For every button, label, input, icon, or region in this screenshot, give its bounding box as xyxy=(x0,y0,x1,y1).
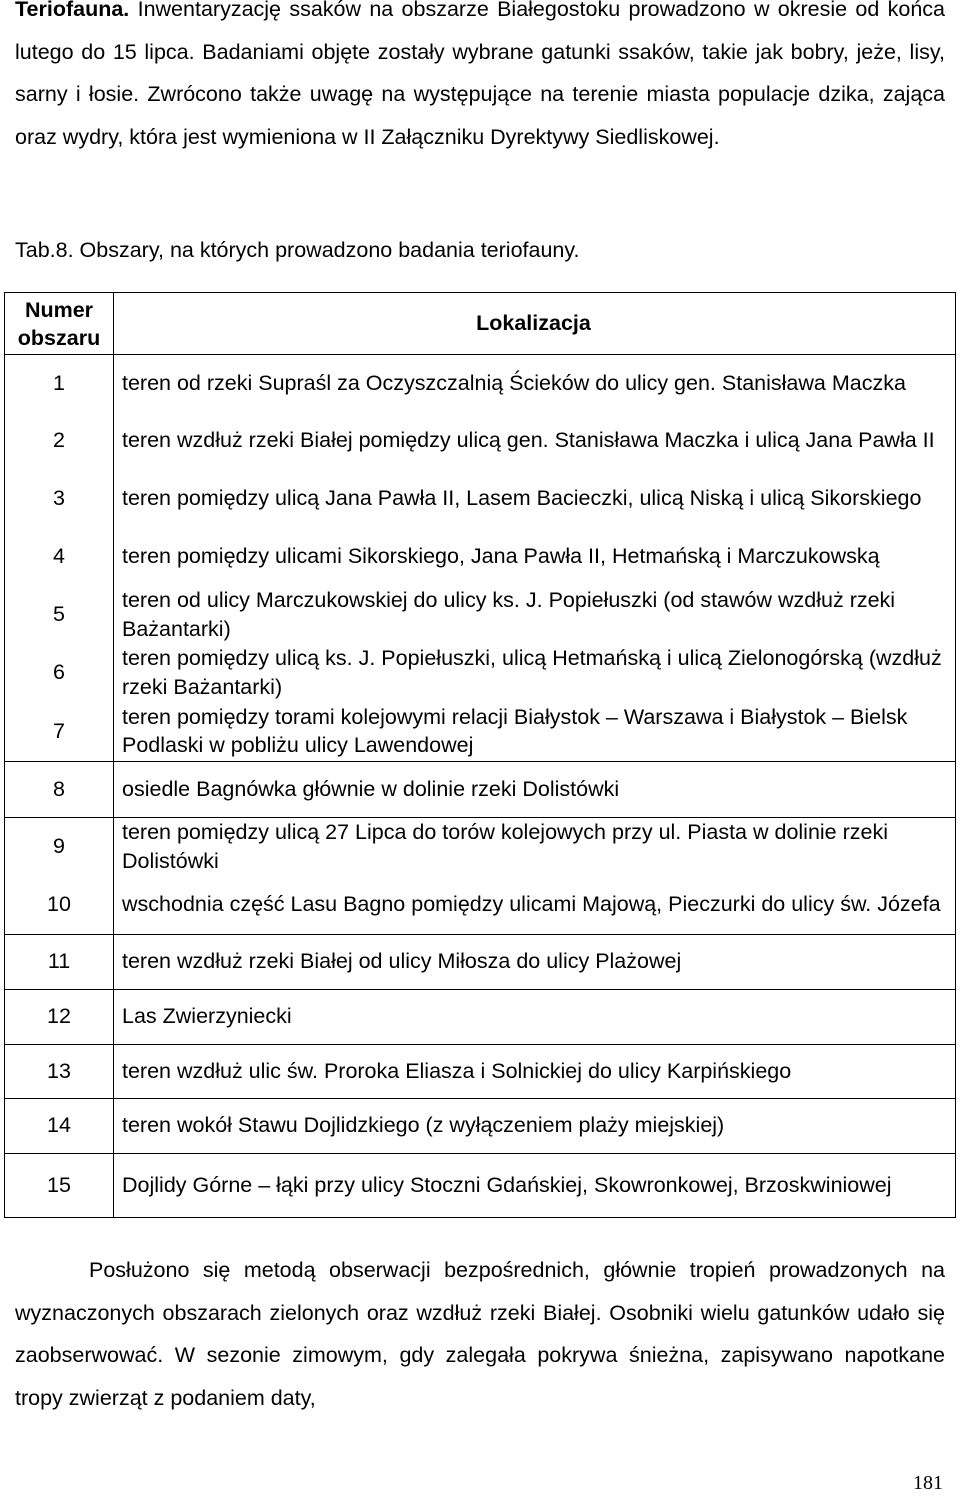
header-number: Numer obszaru xyxy=(5,293,114,355)
area-number: 15 xyxy=(5,1153,114,1217)
area-location: teren wokół Stawu Dojlidzkiego (z wyłączeniem plaży miejskiej) xyxy=(114,1098,956,1153)
area-location: teren pomiędzy torami kolejowymi relacji Białystok – Warszawa i Białystok – Bielsk Podlaski w pobliżu ulicy Lawendowej xyxy=(114,702,956,762)
area-number: 13 xyxy=(5,1044,114,1098)
page-number: 181 xyxy=(913,1472,943,1494)
area-number: 6 xyxy=(5,644,114,702)
area-number: 14 xyxy=(5,1098,114,1153)
area-number: 2 xyxy=(5,412,114,470)
table-caption: Tab.8. Obszary, na których prowadzono badania teriofauny. xyxy=(15,238,580,262)
area-number: 9 xyxy=(5,818,114,876)
area-number: 7 xyxy=(5,702,114,762)
header-location: Lokalizacja xyxy=(114,293,956,355)
area-location: teren pomiędzy ulicą 27 Lipca do torów kolejowych przy ul. Piasta w dolinie rzeki Dolistówki xyxy=(114,818,956,876)
area-number: 10 xyxy=(5,875,114,934)
area-number: 4 xyxy=(5,528,114,586)
method-paragraph: Posłużono się metodą obserwacji bezpośrednich, głównie tropień prowadzonych na wyznaczonych obszarach zielonych oraz wzdłuż rzeki Białej. Osobniki wielu gatunków udało się zaobserwować. W sezonie zimowym, gdy zalegała pokrywa śnieżna, zapisywano napotkane tropy zwierząt z podaniem daty, xyxy=(15,1258,945,1410)
areas-table xyxy=(4,292,956,1218)
area-number: 1 xyxy=(5,355,114,412)
area-location: osiedle Bagnówka głównie w dolinie rzeki Dolistówki xyxy=(114,762,956,818)
area-location: Las Zwierzyniecki xyxy=(114,989,956,1044)
area-location: teren wzdłuż ulic św. Proroka Eliasza i Solnickiej do ulicy Karpińskiego xyxy=(114,1044,956,1098)
area-location: teren pomiędzy ulicą Jana Pawła II, Lasem Bacieczki, ulicą Niską i ulicą Sikorskiego xyxy=(114,470,956,528)
intro-text: Inwentaryzację ssaków na obszarze Białegostoku prowadzono w okresie od końca lutego do 15 lipca. Badaniami objęte zostały wybrane gatunki ssaków, takie jak bobry, jeże, lisy, sarny i łosie. Zwrócono także uwagę na występujące na terenie miasta populacje dzika, zająca oraz wydry, która jest wymieniona w II Załączniku Dyrektywy Siedliskowej. xyxy=(15,0,945,149)
section-heading: Teriofauna. xyxy=(15,0,130,21)
area-number: 11 xyxy=(5,934,114,989)
area-location: teren pomiędzy ulicami Sikorskiego, Jana Pawła II, Hetmańską i Marczukowską xyxy=(114,528,956,586)
area-number: 8 xyxy=(5,762,114,818)
area-location: teren pomiędzy ulicą ks. J. Popiełuszki, ulicą Hetmańską i ulicą Zielonogórską (wzdłuż rzeki Bażantarki) xyxy=(114,644,956,702)
area-number: 5 xyxy=(5,586,114,644)
intro-paragraph xyxy=(15,0,945,158)
area-location: teren od rzeki Supraśl za Oczyszczalnią Ścieków do ulicy gen. Stanisława Maczka xyxy=(114,355,956,412)
area-location: teren wzdłuż rzeki Białej od ulicy Miłosza do ulicy Plażowej xyxy=(114,934,956,989)
area-location: teren wzdłuż rzeki Białej pomiędzy ulicą gen. Stanisława Maczka i ulicą Jana Pawła II xyxy=(114,412,956,470)
area-location: wschodnia część Lasu Bagno pomiędzy ulicami Majową, Pieczurki do ulicy św. Józefa xyxy=(114,875,956,934)
area-number: 12 xyxy=(5,989,114,1044)
area-location: Dojlidy Górne – łąki przy ulicy Stoczni Gdańskiej, Skowronkowej, Brzoskwiniowej xyxy=(114,1153,956,1217)
area-number: 3 xyxy=(5,470,114,528)
area-location: teren od ulicy Marczukowskiej do ulicy ks. J. Popiełuszki (od stawów wzdłuż rzeki Bażantarki) xyxy=(114,586,956,644)
